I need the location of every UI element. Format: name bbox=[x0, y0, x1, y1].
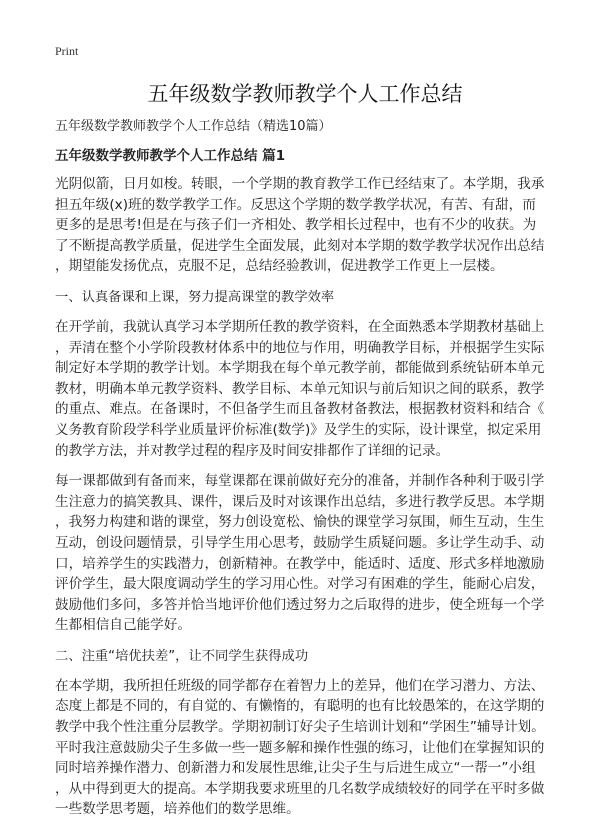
paragraph-1 bbox=[55, 174, 555, 277]
paragraph-3 bbox=[55, 471, 555, 636]
text-line: 评价学生，最大限度调动学生的学习用心性。对学习有困难的学生，能耐心启发， bbox=[55, 576, 545, 593]
text-line: 更多的是思考!但是在与孩子们一齐相处、教学相长过程中，也有不少的收获。为 bbox=[55, 217, 537, 234]
paragraph-4 bbox=[55, 676, 555, 820]
text-line: 互动，创设问题情景，引导学生用心思考，鼓励学生质疑问题。多让学生动手、动 bbox=[55, 534, 545, 551]
text-line: 制定好本学期的教学计划。本学期我在每个单元教学前，都能做到系统钻研本单元 bbox=[55, 360, 545, 377]
text-line: 在开学前，我就认真学习本学期所任教的教学资料，在全面熟悉本学期教材基础上 bbox=[55, 318, 545, 335]
section-title-1: 一、认真备课和上课，努力提高课堂的教学效率 bbox=[55, 289, 335, 305]
text-line: 同时培养操作潜力、创新潜力和发展性思维,让尖子生与后进生成立“一帮一”小组 bbox=[55, 760, 536, 777]
section-heading: 五年级数学教师教学个人工作总结 篇1 bbox=[55, 148, 286, 164]
text-line: ，从中得到更大的提高。本学期我要求班里的几名数学成绩较好的同学在平时多做 bbox=[55, 780, 545, 797]
text-line: 每一课都做到有备而来，每堂课都在课前做好充分的准备，并制作各种利于吸引学 bbox=[55, 473, 545, 490]
section-title-2: 二、注重“培优扶差”，让不同学生获得成功 bbox=[55, 648, 309, 664]
text-line: 生注意力的搞笑教具、课件，课后及时对该课作出总结，多进行教学反思。本学期 bbox=[55, 493, 545, 510]
print-link[interactable]: Print bbox=[55, 44, 79, 58]
text-line: 担五年级(x)班的数学教学工作。反思这个学期的数学教学状况，有苦、有甜，而 bbox=[55, 196, 536, 213]
text-line: 在本学期，我所担任班级的同学都存在着智力上的差异，他们在学习潜力、方法、 bbox=[55, 677, 545, 694]
paragraph-2 bbox=[55, 317, 555, 461]
text-line: 光阴似箭，日月如梭。转眼，一个学期的教育教学工作已经结束了。本学期，我承 bbox=[55, 176, 545, 192]
text-line: 的重点、难点。在备课时，不但备学生而且备教材备教法，根据教材资料和结合《 bbox=[55, 401, 545, 418]
text-line: 态度上都是不同的，有自觉的、有懒惰的，有聪明的也有比较愚笨的，在这学期的 bbox=[55, 698, 545, 715]
text-line: 一些数学思考题，培养他们的数学思维。 bbox=[55, 801, 300, 818]
text-line: 教材，明确本单元教学资料、教学目标、本单元知识与前后知识之间的联系，教学 bbox=[55, 380, 545, 397]
text-line: ，弄清在整个小学阶段教材体系中的地位与作用，明确教学目标，并根据学生实际 bbox=[55, 339, 545, 356]
text-line: 鼓励他们多问，多答并恰当地评价他们透过努力之后取得的进步，使全班每一个学 bbox=[55, 596, 545, 613]
text-line: 生都相信自己能学好。 bbox=[55, 617, 191, 634]
text-line: 的教学方法，并对教学过程的程序及时间安排都作了详细的记录。 bbox=[55, 442, 450, 459]
text-line: ，我努力构建和谐的课堂，努力创设宽松、愉快的课堂学习氛围，师生互动，生生 bbox=[55, 514, 545, 531]
text-line: 教学中我个性注重分层教学。学期初制订好尖子生培训计划和“学困生”辅导计划。 bbox=[55, 719, 545, 736]
text-line: ，期望能发扬优点，克服不足，总结经验教训，促进教学工作更上一层楼。 bbox=[55, 258, 504, 275]
text-line: 口，培养学生的实践潜力，创新精神。在教学中，能适时、适度、形式多样地激励 bbox=[55, 555, 545, 572]
text-line: 义务教育阶段学科学业质量评价标准(数学)》及学生的实际，设计课堂，拟定采用 bbox=[55, 421, 542, 438]
text-line: 了不断提高教学质量，促进学生全面发展，此刻对本学期的数学教学状况作出总结 bbox=[55, 237, 545, 254]
document-page bbox=[55, 44, 555, 830]
text-line: 平时我注意鼓励尖子生多做一些一题多解和操作性强的练习，让他们在掌握知识的 bbox=[55, 739, 545, 756]
page-title: 五年级数学教师教学个人工作总结 bbox=[147, 82, 463, 106]
document-subtitle: 五年级数学教师教学个人工作总结（精选10篇） bbox=[55, 119, 332, 134]
